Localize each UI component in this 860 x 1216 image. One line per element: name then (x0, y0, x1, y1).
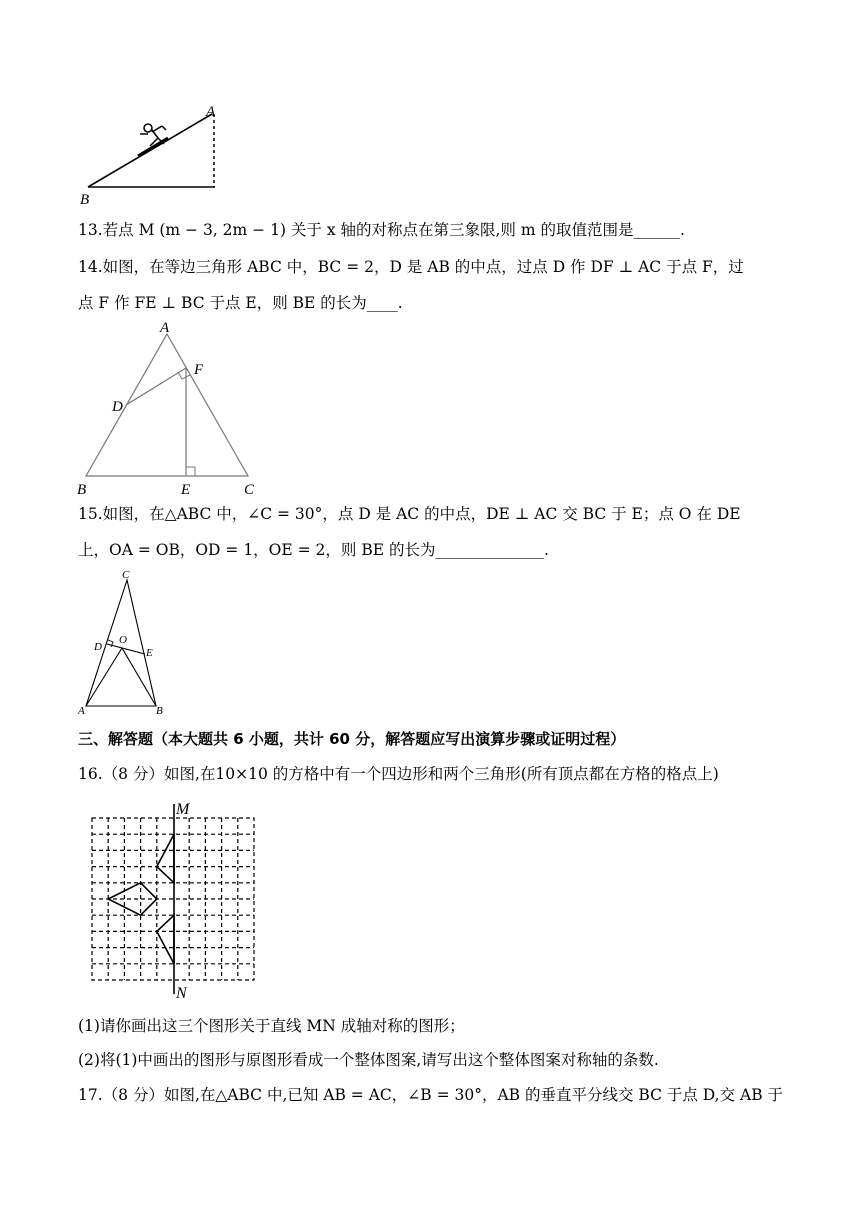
label-a: A (206, 104, 216, 120)
label-d: D (94, 641, 102, 653)
label-e: E (181, 482, 191, 498)
label-o: O (119, 634, 127, 646)
question-16-part-2: (2)将(1)中画出的图形与原图形看成一个整体图案,请写出这个整体图案对称轴的条数. (78, 1051, 659, 1069)
question-14-line-2: 点 F 作 FE ⊥ BC 于点 E，则 BE 的长为____. (78, 294, 403, 312)
label-f: F (194, 362, 204, 378)
skier-icon (138, 124, 168, 156)
label-d: D (112, 399, 123, 415)
label-a: A (160, 320, 170, 336)
question-16-part-1: (1)请你画出这三个图形关于直线 MN 成轴对称的图形； (78, 1017, 465, 1035)
label-n: N (176, 985, 187, 1002)
right-angle-mark-f (178, 372, 190, 379)
label-b: B (77, 482, 87, 498)
section-3-heading: 三、解答题（本大题共 6 小题，共计 60 分，解答题应写出演算步骤或证明过程） (78, 730, 626, 748)
segment-oa (86, 648, 122, 706)
lower-triangle-shape (157, 915, 174, 964)
segment-df (126, 368, 186, 405)
right-angle-mark-e (186, 467, 195, 476)
label-m: M (176, 801, 190, 818)
question-13: 13.若点 M (m − 3, 2m − 1) 关于 x 轴的对称点在第三象限,则 m 的取值范围是______. (78, 221, 685, 239)
label-c: C (122, 569, 130, 581)
triangle-abc (86, 334, 248, 476)
question-14-line-1: 14.如图，在等边三角形 ABC 中，BC = 2，D 是 AB 的中点，过点 D 作 DF ⊥ AC 于点 F，过 (78, 258, 744, 276)
isosceles-triangle-figure (76, 566, 176, 716)
label-c: C (244, 482, 255, 498)
question-15-line-2: 上，OA = OB，OD = 1，OE = 2，则 BE 的长为______________. (78, 541, 549, 559)
dashed-grid (92, 818, 254, 980)
label-e: E (146, 647, 153, 659)
label-b: B (80, 192, 90, 208)
label-b: B (156, 705, 163, 717)
equilateral-triangle-figure (74, 318, 274, 498)
question-16-line-1: 16.（8 分）如图,在10×10 的方格中有一个四边形和两个三角形(所有顶点都在方格的格点上) (78, 765, 719, 783)
upper-triangle-shape (157, 834, 174, 883)
grid-figure (86, 798, 266, 1002)
question-15-line-1: 15.如图，在△ABC 中，∠C = 30°，点 D 是 AC 的中点，DE ⊥ AC 交 BC 于 E；点 O 在 DE (78, 505, 741, 523)
label-a: A (78, 705, 85, 717)
question-17-line-1: 17.（8 分）如图,在△ABC 中,已知 AB = AC，∠B = 30°，AB 的垂直平分线交 BC 于点 D,交 AB 于 (78, 1086, 784, 1104)
skier-slope-figure (78, 100, 228, 210)
